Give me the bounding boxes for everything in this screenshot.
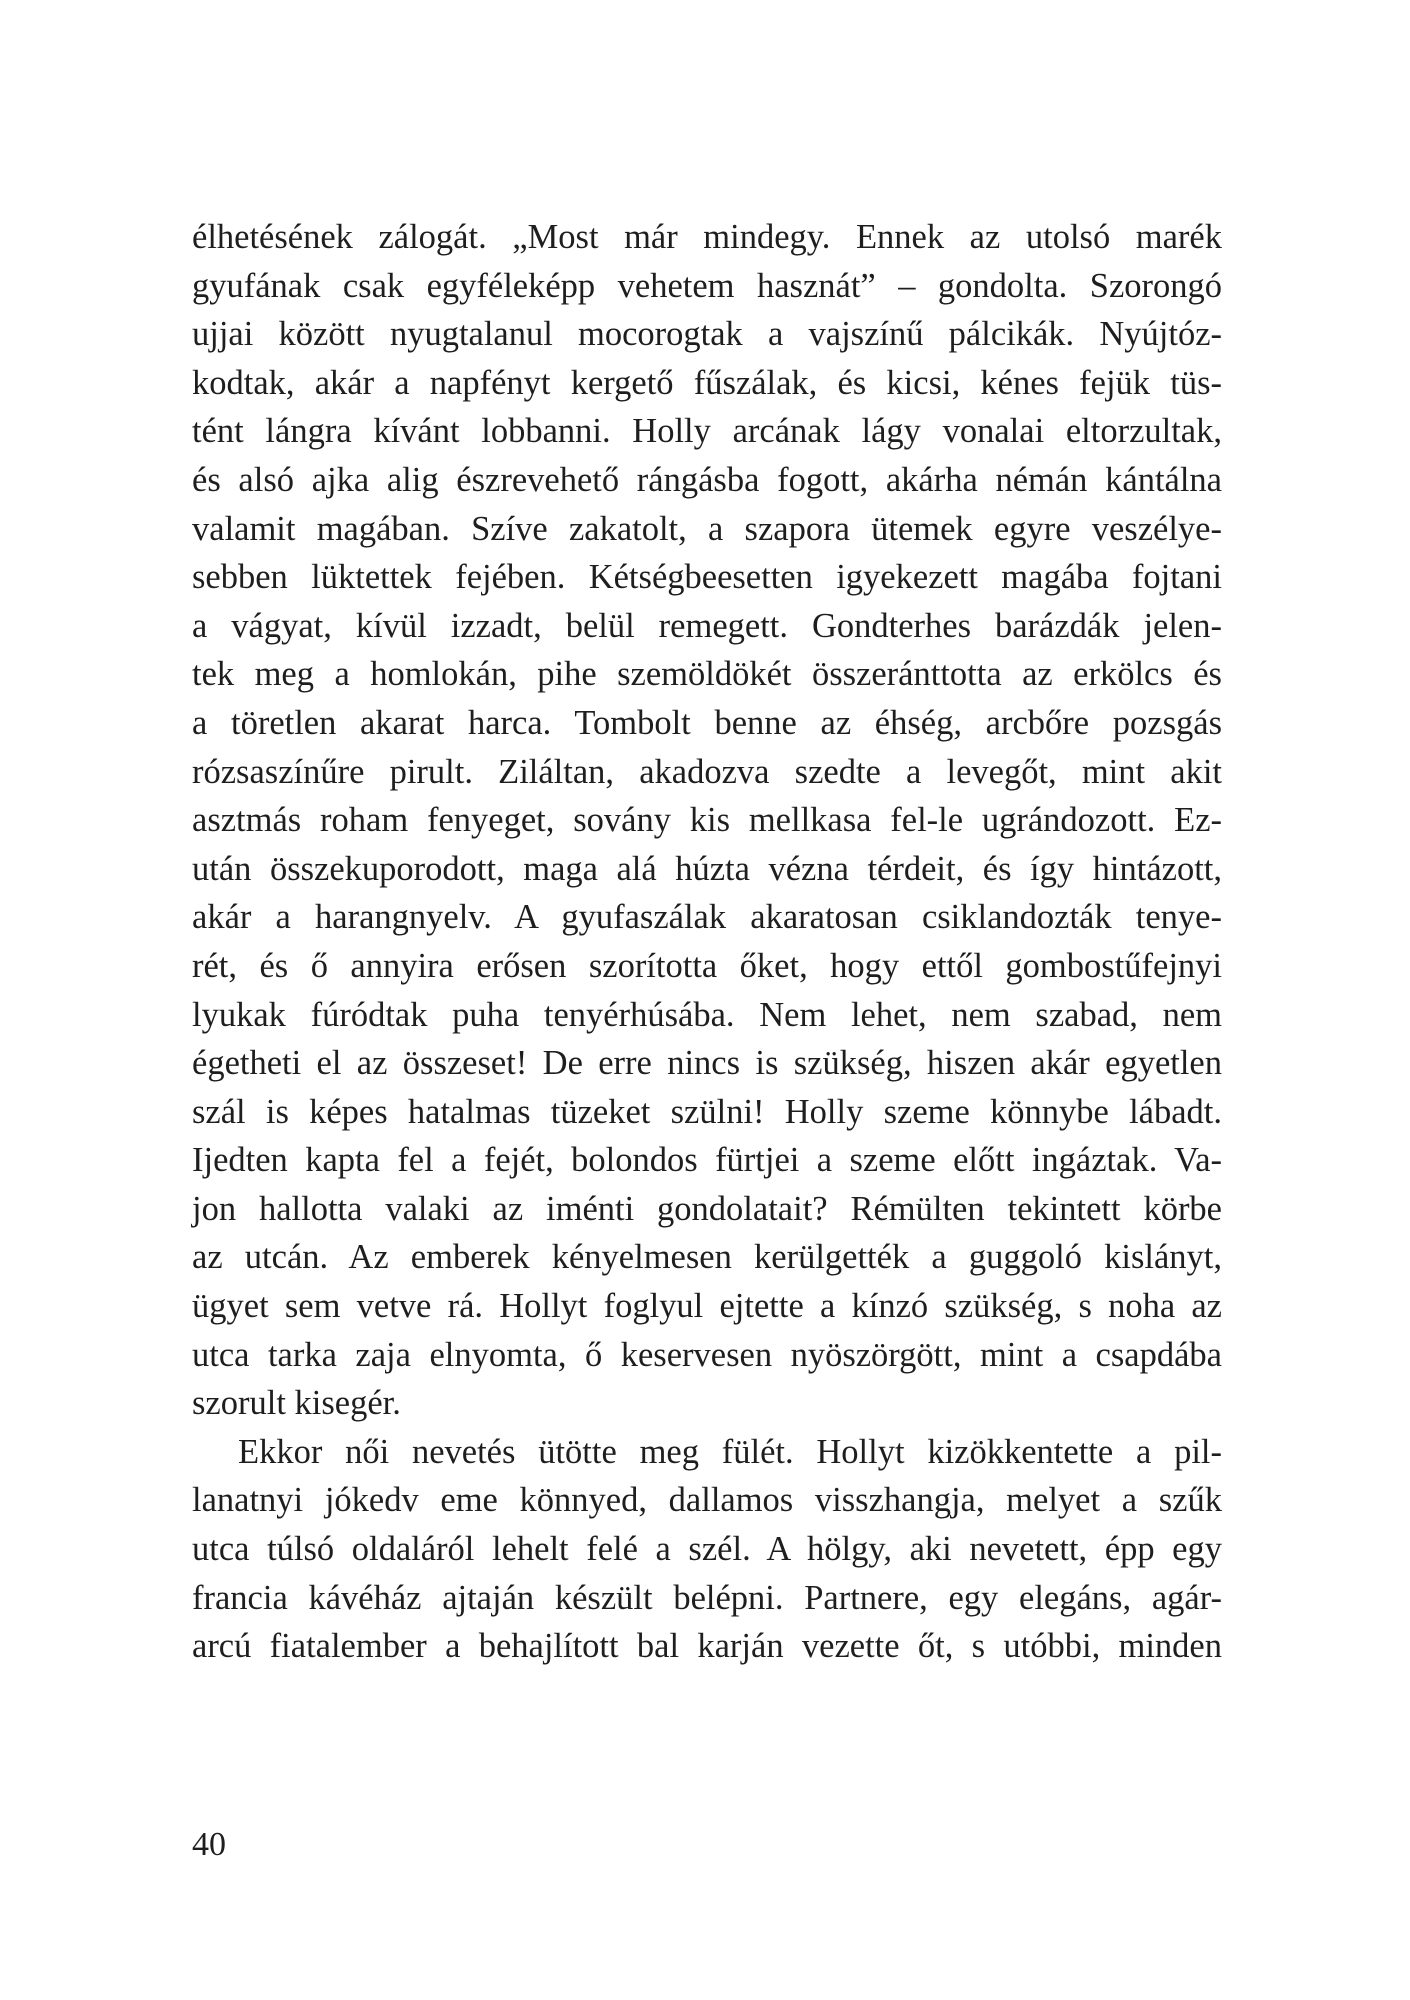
text-line: gyufának csak egyféleképp vehetem hasznát” – gondolta. Szorongó	[192, 266, 1222, 305]
text-line: az utcán. Az emberek kényelmesen kerülgették a guggoló kislányt,	[192, 1238, 1222, 1277]
text-line: rét, és ő annyira erősen szorította őket, hogy ettől gombostűfejnyi	[192, 946, 1222, 985]
text-line: után összekuporodott, maga alá húzta vézna térdeit, és így hintázott,	[192, 849, 1222, 888]
text-line: tént lángra kívánt lobbanni. Holly arcának lágy vonalai eltorzultak,	[192, 412, 1222, 451]
text-line: lanatnyi jókedv eme könnyed, dallamos visszhangja, melyet a szűk	[192, 1481, 1222, 1520]
text-line: arcú fiatalember a behajlított bal karján vezette őt, s utóbbi, minden	[192, 1627, 1222, 1666]
text-line: égetheti el az összeset! De erre nincs is szükség, hiszen akár egyetlen	[192, 1044, 1222, 1083]
text-line: kodtak, akár a napfényt kergető fűszálak, és kicsi, kénes fejük tüs-	[192, 363, 1222, 402]
paragraph-first-line: Ekkor női nevetés ütötte meg fülét. Hollyt kizökkentette a pil-	[238, 1432, 1222, 1471]
text-line: francia kávéház ajtaján készült belépni. Partnere, egy elegáns, agár-	[192, 1578, 1222, 1617]
text-line: ügyet sem vetve rá. Hollyt foglyul ejtette a kínzó szükség, s noha az	[192, 1287, 1222, 1326]
text-line: élhetésének zálogát. „Most már mindegy. Ennek az utolsó marék	[192, 218, 1222, 256]
text-line: valamit magában. Szíve zakatolt, a szapora ütemek egyre veszélye-	[192, 509, 1222, 548]
text-line: utca túlsó oldaláról lehelt felé a szél. A hölgy, aki nevetett, épp egy	[192, 1530, 1222, 1569]
text-line: lyukak fúródtak puha tenyérhúsába. Nem lehet, nem szabad, nem	[192, 995, 1222, 1034]
text-line: szál is képes hatalmas tüzeket szülni! Holly szeme könnybe lábadt.	[192, 1092, 1222, 1131]
text-line: utca tarka zaja elnyomta, ő keservesen nyöszörgött, mint a csapdába	[192, 1335, 1222, 1374]
text-line: akár a harangnyelv. A gyufaszálak akaratosan csiklandozták tenye-	[192, 898, 1222, 937]
text-line: tek meg a homlokán, pihe szemöldökét összeránttotta az erkölcs és	[192, 655, 1222, 694]
text-line: a töretlen akarat harca. Tombolt benne az éhség, arcbőre pozsgás	[192, 703, 1222, 742]
paragraph-last-line: szorult kisegér.	[192, 1384, 401, 1423]
text-line: a vágyat, kívül izzadt, belül remegett. Gondterhes barázdák jelen-	[192, 606, 1222, 645]
body-text	[192, 213, 1222, 1671]
text-line: ujjai között nyugtalanul mocorogtak a vajszínű pálcikák. Nyújtóz-	[192, 315, 1222, 354]
text-line: asztmás roham fenyeget, sovány kis mellkasa fel-le ugrándozott. Ez-	[192, 801, 1222, 840]
text-line: rózsaszínűre pirult. Ziláltan, akadozva szedte a levegőt, mint akit	[192, 752, 1222, 791]
text-line: Ijedten kapta fel a fejét, bolondos fürtjei a szeme előtt ingáztak. Va-	[192, 1141, 1222, 1180]
text-line: sebben lüktettek fejében. Kétségbeesetten igyekezett magába fojtani	[192, 558, 1222, 597]
text-line: és alsó ajka alig észrevehető rángásba fogott, akárha némán kántálna	[192, 460, 1222, 499]
page-number: 40	[192, 1826, 226, 1863]
text-line: jon hallotta valaki az iménti gondolatait? Rémülten tekintett körbe	[192, 1189, 1222, 1228]
